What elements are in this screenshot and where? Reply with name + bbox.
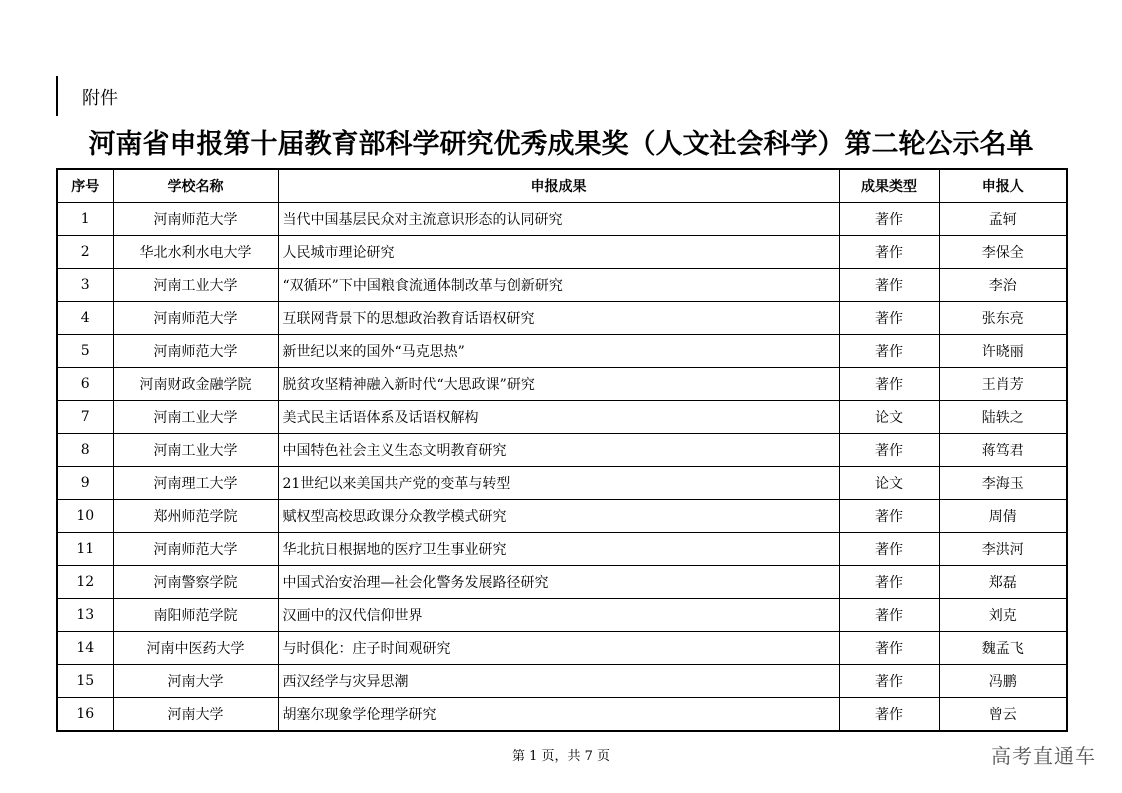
cell-achievement: 与时俱化：庄子时间观研究 (278, 632, 839, 665)
table-row (57, 203, 1067, 236)
table-row (57, 566, 1067, 599)
cell-type: 著作 (839, 236, 939, 269)
header-school: 学校名称 (113, 169, 278, 203)
cell-applicant: 许晓丽 (939, 335, 1067, 368)
cell-achievement: 胡塞尔现象学伦理学研究 (278, 698, 839, 732)
cell-type: 论文 (839, 467, 939, 500)
cell-index: 2 (57, 236, 113, 269)
cell-type: 著作 (839, 599, 939, 632)
cell-index: 14 (57, 632, 113, 665)
cell-index: 7 (57, 401, 113, 434)
cell-achievement: 华北抗日根据地的医疗卫生事业研究 (278, 533, 839, 566)
cell-type: 著作 (839, 665, 939, 698)
cell-index: 6 (57, 368, 113, 401)
cell-type: 著作 (839, 698, 939, 732)
cell-achievement: 赋权型高校思政课分众教学模式研究 (278, 500, 839, 533)
table-row (57, 368, 1067, 401)
cell-school: 河南师范大学 (113, 335, 278, 368)
cell-achievement: 美式民主话语体系及话语权解构 (278, 401, 839, 434)
cell-applicant: 蒋笃君 (939, 434, 1067, 467)
table-row (57, 335, 1067, 368)
table-row (57, 665, 1067, 698)
cell-school: 河南师范大学 (113, 203, 278, 236)
cell-achievement: 新世纪以来的国外“马克思热” (278, 335, 839, 368)
page-number: 第 1 页，共 7 页 (511, 749, 611, 764)
cell-achievement: “双循环”下中国粮食流通体制改革与创新研究 (278, 269, 839, 302)
table-row (57, 467, 1067, 500)
cell-school: 河南工业大学 (113, 269, 278, 302)
cell-achievement: 西汉经学与灾异思潮 (278, 665, 839, 698)
watermark-logo-text: 高考直通车 (991, 744, 1096, 768)
cell-type: 论文 (839, 401, 939, 434)
header-type: 成果类型 (839, 169, 939, 203)
cell-achievement: 21世纪以来美国共产党的变革与转型 (278, 467, 839, 500)
cell-school: 河南工业大学 (113, 401, 278, 434)
document-title: 河南省申报第十届教育部科学研究优秀成果奖（人文社会科学）第二轮公示名单 (88, 129, 1034, 160)
cell-achievement: 中国特色社会主义生态文明教育研究 (278, 434, 839, 467)
cell-index: 4 (57, 302, 113, 335)
attachment-label: 附件 (82, 88, 118, 109)
table-row (57, 269, 1067, 302)
cell-school: 河南大学 (113, 698, 278, 732)
cell-school: 河南师范大学 (113, 533, 278, 566)
cell-type: 著作 (839, 335, 939, 368)
cell-school: 河南财政金融学院 (113, 368, 278, 401)
cell-achievement: 中国式治安治理—社会化警务发展路径研究 (278, 566, 839, 599)
cell-applicant: 王肖芳 (939, 368, 1067, 401)
cell-school: 河南工业大学 (113, 434, 278, 467)
cell-applicant: 张东亮 (939, 302, 1067, 335)
table-header-row (57, 169, 1067, 203)
table-row (57, 632, 1067, 665)
cell-achievement: 汉画中的汉代信仰世界 (278, 599, 839, 632)
table-row (57, 236, 1067, 269)
cell-index: 10 (57, 500, 113, 533)
award-list-table (56, 168, 1068, 732)
cell-applicant: 孟轲 (939, 203, 1067, 236)
cell-applicant: 曾云 (939, 698, 1067, 732)
table-row (57, 302, 1067, 335)
cell-applicant: 冯鹏 (939, 665, 1067, 698)
table-row (57, 500, 1067, 533)
cell-achievement: 人民城市理论研究 (278, 236, 839, 269)
cell-applicant: 陆轶之 (939, 401, 1067, 434)
cell-applicant: 李洪河 (939, 533, 1067, 566)
cell-type: 著作 (839, 368, 939, 401)
cell-type: 著作 (839, 632, 939, 665)
margin-rule (56, 76, 58, 116)
table-row (57, 698, 1067, 732)
cell-applicant: 刘克 (939, 599, 1067, 632)
cell-index: 15 (57, 665, 113, 698)
cell-index: 5 (57, 335, 113, 368)
cell-type: 著作 (839, 203, 939, 236)
cell-applicant: 李保全 (939, 236, 1067, 269)
header-applicant: 申报人 (939, 169, 1067, 203)
cell-achievement: 当代中国基层民众对主流意识形态的认同研究 (278, 203, 839, 236)
cell-applicant: 李海玉 (939, 467, 1067, 500)
table-row (57, 599, 1067, 632)
cell-index: 8 (57, 434, 113, 467)
cell-achievement: 脱贫攻坚精神融入新时代“大思政课”研究 (278, 368, 839, 401)
cell-index: 1 (57, 203, 113, 236)
cell-school: 河南中医药大学 (113, 632, 278, 665)
cell-type: 著作 (839, 302, 939, 335)
cell-applicant: 周倩 (939, 500, 1067, 533)
cell-school: 华北水利水电大学 (113, 236, 278, 269)
cell-applicant: 郑磊 (939, 566, 1067, 599)
cell-type: 著作 (839, 500, 939, 533)
cell-type: 著作 (839, 269, 939, 302)
table-row (57, 401, 1067, 434)
cell-school: 河南师范大学 (113, 302, 278, 335)
cell-index: 12 (57, 566, 113, 599)
cell-type: 著作 (839, 434, 939, 467)
table-row (57, 533, 1067, 566)
cell-applicant: 魏孟飞 (939, 632, 1067, 665)
cell-index: 11 (57, 533, 113, 566)
cell-applicant: 李治 (939, 269, 1067, 302)
cell-index: 13 (57, 599, 113, 632)
cell-school: 河南理工大学 (113, 467, 278, 500)
cell-school: 南阳师范学院 (113, 599, 278, 632)
cell-school: 河南警察学院 (113, 566, 278, 599)
cell-school: 河南大学 (113, 665, 278, 698)
cell-index: 9 (57, 467, 113, 500)
table-row (57, 434, 1067, 467)
cell-achievement: 互联网背景下的思想政治教育话语权研究 (278, 302, 839, 335)
cell-index: 16 (57, 698, 113, 732)
cell-type: 著作 (839, 566, 939, 599)
header-achievement: 申报成果 (278, 169, 839, 203)
cell-type: 著作 (839, 533, 939, 566)
cell-index: 3 (57, 269, 113, 302)
cell-school: 郑州师范学院 (113, 500, 278, 533)
header-index: 序号 (57, 169, 113, 203)
